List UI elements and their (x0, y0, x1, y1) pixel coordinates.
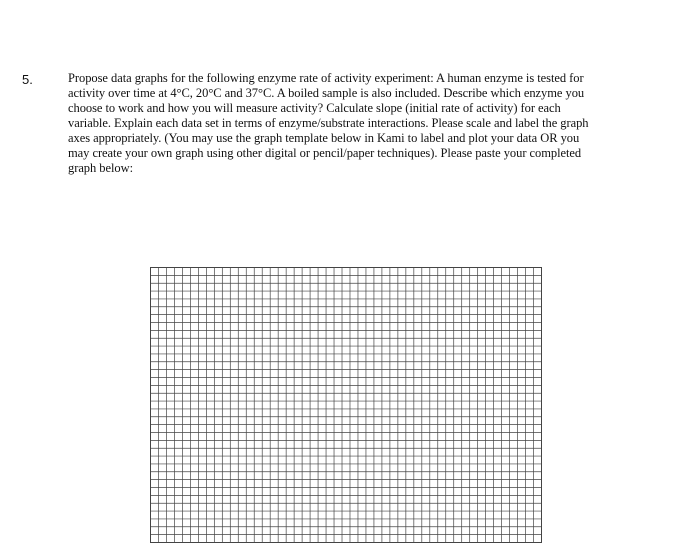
question-line: activity over time at 4°C, 20°C and 37°C. A boiled sample is also included. Describe which enzyme you (68, 86, 585, 100)
question-line: graph below: (68, 161, 134, 175)
question-line: axes appropriately. (You may use the graph template below in Kami to label and plot your data OR you (68, 131, 580, 145)
question-number: 5. (22, 72, 33, 87)
question-line: Propose data graphs for the following enzyme rate of activity experiment: A human enzyme is tested for (68, 71, 584, 85)
question-line: choose to work and how you will measure activity? Calculate slope (initial rate of activity) for each (68, 101, 561, 115)
grid-border (151, 268, 542, 543)
question-line: may create your own graph using other digital or pencil/paper techniques). Please paste your completed (68, 146, 582, 160)
question-line: variable. Explain each data set in terms of enzyme/substrate interactions. Please scale and label the graph (68, 116, 589, 130)
graph-grid[interactable] (150, 267, 542, 543)
graph-template[interactable] (150, 267, 542, 543)
question-text (68, 71, 668, 176)
